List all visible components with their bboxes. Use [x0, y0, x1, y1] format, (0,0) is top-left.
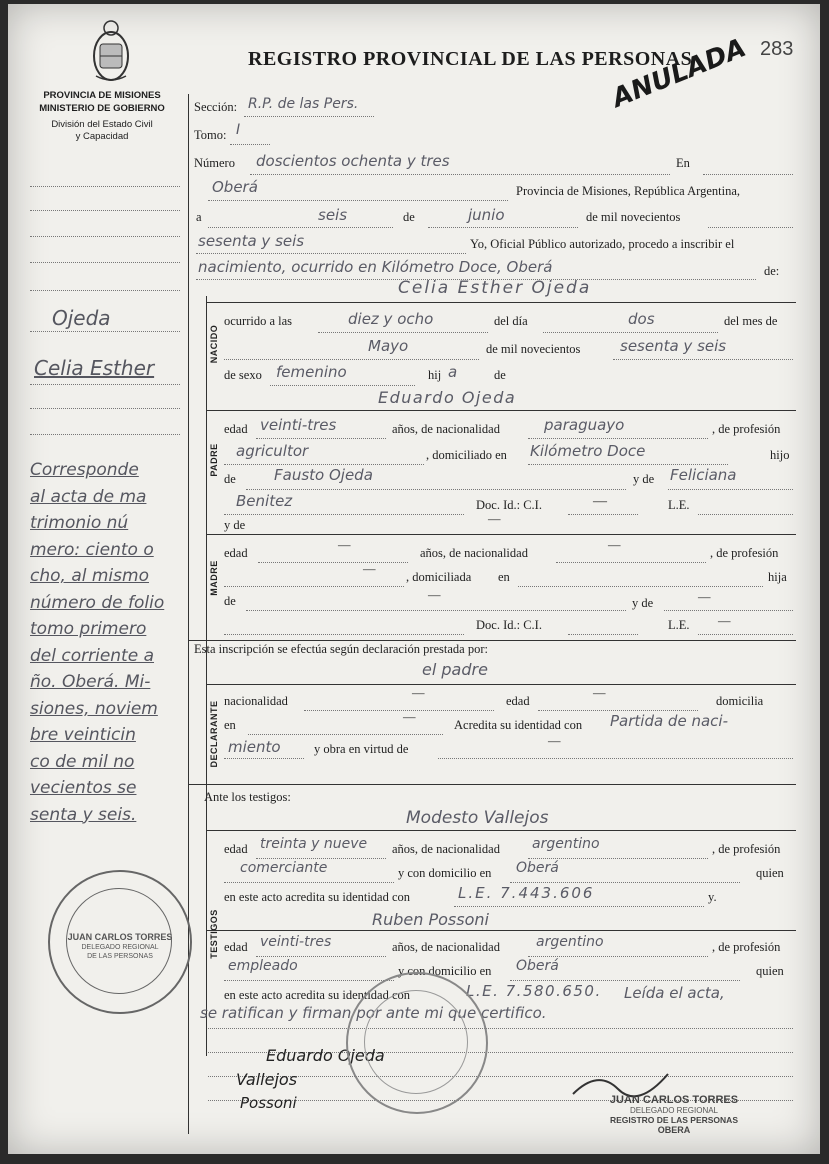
testigos-intro: Ante los testigos:	[204, 790, 291, 804]
madre-anios-label: años, de nacionalidad	[420, 546, 528, 560]
page-number: 283	[760, 38, 794, 60]
madre-profesion-label: , de profesión	[710, 546, 779, 560]
margin-note-line: mero: ciento o	[30, 539, 154, 560]
provincia-label: Provincia de Misiones, República Argentina,	[516, 184, 741, 198]
ocurrido-label: ocurrido a las	[224, 314, 293, 328]
official-name: JUAN CARLOS TORRES	[609, 1094, 739, 1106]
madre-label: MADRE	[207, 539, 221, 617]
dia-value: seis	[318, 206, 348, 224]
t1-profesion-label: , de profesión	[712, 842, 781, 856]
margin-note-line: Corresponde	[30, 460, 139, 480]
madre-le-dash: —	[718, 614, 731, 628]
padre-nombre: Eduardo Ojeda	[378, 388, 517, 407]
seccion-value: R.P. de las Pers.	[248, 96, 359, 112]
tomo-label: Tomo:	[194, 128, 227, 142]
margin-note-line: del corriente a	[30, 645, 155, 666]
t2-doc-value: L.E. 7.580.650.	[466, 982, 602, 1000]
declarante-domicilia-label: domicilia	[716, 694, 764, 708]
sexo-value: femenino	[276, 363, 347, 381]
t1-anios-label: años, de nacionalidad	[392, 842, 500, 856]
numero-label: Número	[194, 156, 235, 170]
de-colon-label: de:	[764, 264, 780, 278]
t1-doc-value: L.E. 7.443.606	[458, 884, 595, 902]
seccion-label: Sección:	[194, 100, 238, 114]
padre-label: PADRE	[207, 414, 221, 506]
madre-yde-dash: —	[698, 590, 711, 604]
anio-value: sesenta y seis	[198, 232, 305, 250]
closing-2: se ratifican y firman por ante mi que certifico.	[200, 1004, 547, 1022]
coat-of-arms-icon	[86, 16, 136, 86]
testigo2-nombre: Ruben Possoni	[372, 910, 489, 929]
t2-quien-label: quien	[756, 964, 784, 978]
official-city: OBERA	[657, 1125, 691, 1135]
padre-padre-de: Fausto Ojeda	[274, 466, 373, 484]
nacido-anio-value: sesenta y seis	[620, 337, 727, 355]
padre-ci-value: —	[593, 494, 607, 509]
margin-note-line: al acta de ma	[30, 486, 147, 507]
mes-value: junio	[468, 206, 505, 224]
testigos-label: TESTIGOS	[207, 834, 221, 1034]
padre-y-de-label: y de	[633, 472, 655, 486]
hij-label: hij	[428, 368, 442, 382]
t1-edad-label: edad	[224, 842, 248, 856]
declarante-acredita-value: Partida de naci-	[610, 712, 728, 730]
madre-y-de-label: y de	[632, 596, 654, 610]
official-title: DELEGADO REGIONAL	[629, 1106, 719, 1115]
division-heading: División del Estado Civil	[51, 119, 153, 130]
a-label: a	[196, 210, 202, 224]
testigo1-nombre: Modesto Vallejos	[406, 808, 549, 828]
padre-hijo-label: hijo	[770, 448, 790, 462]
margin-note-line: bre veinticin	[30, 725, 136, 745]
nacido-nombre: Celia Esther Ojeda	[398, 278, 592, 298]
declarante-edad-label: edad	[506, 694, 530, 708]
madre-nac-dash: —	[608, 538, 621, 552]
ministry-heading: MINISTERIO DE GOBIERNO	[39, 103, 165, 114]
hij-value: a	[448, 363, 458, 381]
division-heading-2: y Capacidad	[75, 131, 129, 142]
declarante-obra-dash: —	[548, 734, 561, 748]
padre-docid-label: Doc. Id.: C.I.	[476, 498, 542, 512]
oficial-label: Yo, Oficial Público autorizado, procedo a inscribir el	[470, 237, 735, 251]
signature-3: Possoni	[240, 1094, 297, 1112]
t1-edad-value: treinta y nueve	[260, 836, 368, 852]
padre-edad-value: veinti-tres	[260, 416, 337, 434]
padre-edad-label: edad	[224, 422, 248, 436]
acto-value: nacimiento, ocurrido en Kilómetro Doce, Oberá	[198, 258, 553, 276]
signature-2: Vallejos	[236, 1070, 298, 1089]
madre-dash: —	[488, 512, 501, 526]
official-block	[574, 1094, 774, 1135]
padre-de-label: de	[224, 472, 236, 486]
declarante-nac-dash: —	[412, 686, 425, 700]
closing-1: Leída el acta,	[624, 984, 725, 1002]
madre-edad-dash: —	[338, 538, 351, 552]
t2-profesion-value: empleado	[228, 958, 298, 974]
t1-domicilio-value: Oberá	[516, 860, 559, 876]
t2-domicilio-value: Oberá	[516, 958, 559, 974]
nacido-dia-value: dos	[628, 310, 655, 328]
birth-certificate-page	[8, 4, 820, 1154]
padre-madre-de-2: Benitez	[236, 492, 293, 510]
padre-profesion-label: , de profesión	[712, 422, 781, 436]
seal-name: JUAN CARLOS TORRES	[67, 932, 173, 942]
padre-madre-de: Feliciana	[670, 466, 737, 484]
tomo-value: I	[236, 122, 241, 138]
padre-nacionalidad-value: paraguayo	[544, 416, 625, 434]
t1-profesion-value: comerciante	[240, 860, 328, 876]
mil-novecientos-label: de mil novecientos	[586, 210, 681, 224]
t1-acredita-label: en este acto acredita su identidad con	[224, 890, 411, 904]
hora-value: diez y ocho	[348, 310, 434, 328]
t1-quien-label: quien	[756, 866, 784, 880]
de-mil-label: de mil novecientos	[486, 342, 581, 356]
margin-note-line: siones, noviem	[30, 698, 158, 719]
margin-given-names: Celia Esther	[34, 356, 155, 380]
t2-acredita-label: en este acto acredita su identidad con	[224, 988, 411, 1002]
de-label: de	[403, 210, 415, 224]
margin-note-line: ño. Oberá. Mi-	[30, 672, 151, 692]
t2-domicilio-label: y con domicilio en	[398, 964, 492, 978]
declarante-acredita-label: Acredita su identidad con	[454, 718, 583, 732]
declarante-acredita-value-2: miento	[228, 738, 281, 756]
margin-note-line: tomo primero	[30, 619, 147, 639]
margin-note	[30, 460, 186, 831]
declarante-obra-label: y obra en virtud de	[314, 742, 409, 756]
numero-value: doscientos ochenta y tres	[256, 152, 450, 170]
del-dia-label: del día	[494, 314, 528, 328]
margin-rule	[188, 94, 189, 1134]
madre-y-de-start: y de	[224, 518, 246, 532]
padre-profesion-value: agricultor	[236, 442, 309, 460]
province-heading: PROVINCIA DE MISIONES	[43, 90, 161, 101]
official-seal-left	[48, 870, 192, 1014]
padre-le-label: L.E.	[668, 498, 690, 512]
declarante-en-label: en	[224, 718, 236, 732]
madre-de-label: de	[224, 594, 236, 608]
t2-nacionalidad-value: argentino	[536, 934, 604, 950]
declarante-nacionalidad-label: nacionalidad	[224, 694, 288, 708]
t2-profesion-label: , de profesión	[712, 940, 781, 954]
official-seal-center	[346, 972, 488, 1114]
del-mes-label: del mes de	[724, 314, 778, 328]
madre-de-dash: —	[428, 588, 441, 602]
nacido-label: NACIDO	[207, 304, 221, 384]
seal-line-2: DE LAS PERSONAS	[87, 953, 153, 960]
padre-domiciliado-label: , domiciliado en	[426, 448, 507, 462]
margin-surname: Ojeda	[52, 306, 111, 330]
madre-hija-label: hija	[768, 570, 787, 584]
t2-edad-label: edad	[224, 940, 248, 954]
madre-edad-label: edad	[224, 546, 248, 560]
page-title: REGISTRO PROVINCIAL DE LAS PERSONAS	[248, 48, 693, 70]
official-office: REGISTRO DE LAS PERSONAS	[610, 1115, 738, 1125]
t1-domicilio-label: y con domicilio en	[398, 866, 492, 880]
sexo-label: de sexo	[224, 368, 262, 382]
declarante-label: DECLARANTE	[207, 688, 221, 780]
declarante-edad-dash: —	[593, 686, 606, 700]
signature-1: Eduardo Ojeda	[266, 1046, 385, 1065]
nacido-mes-value: Mayo	[368, 337, 409, 355]
t2-edad-value: veinti-tres	[260, 934, 332, 950]
margin-note-line: vecientos se	[30, 778, 137, 798]
madre-prof-dash: —	[363, 562, 376, 576]
madre-docid-label: Doc. Id.: C.I.	[476, 618, 542, 632]
padre-anios-label: años, de nacionalidad	[392, 422, 500, 436]
declarante-en-dash: —	[403, 710, 416, 724]
margin-note-line: número de folio	[30, 592, 165, 613]
t1-y-label: y.	[708, 890, 717, 904]
t1-nacionalidad-value: argentino	[532, 836, 600, 852]
declarante-value: el padre	[422, 660, 488, 679]
margin-note-line: co de mil no	[30, 751, 135, 772]
madre-en-label: en	[498, 570, 510, 584]
madre-le-label: L.E.	[668, 618, 690, 632]
padre-domicilio-value: Kilómetro Doce	[530, 442, 646, 460]
margin-note-line: senta y seis.	[30, 804, 137, 825]
anulada-stamp: ANULADA	[608, 33, 751, 114]
margin-note-line: trimonio nú	[30, 513, 129, 533]
seal-line: DELEGADO REGIONAL	[81, 944, 159, 951]
madre-domiciliada-label: , domiciliada	[406, 570, 472, 584]
lugar-value: Oberá	[212, 178, 258, 196]
en-label: En	[676, 156, 690, 170]
t2-anios-label: años, de nacionalidad	[392, 940, 500, 954]
declarante-intro: Esta inscripción se efectúa según declaración prestada por:	[194, 642, 488, 656]
margin-note-line: cho, al mismo	[30, 566, 149, 586]
nacido-de-label: de	[494, 368, 506, 382]
